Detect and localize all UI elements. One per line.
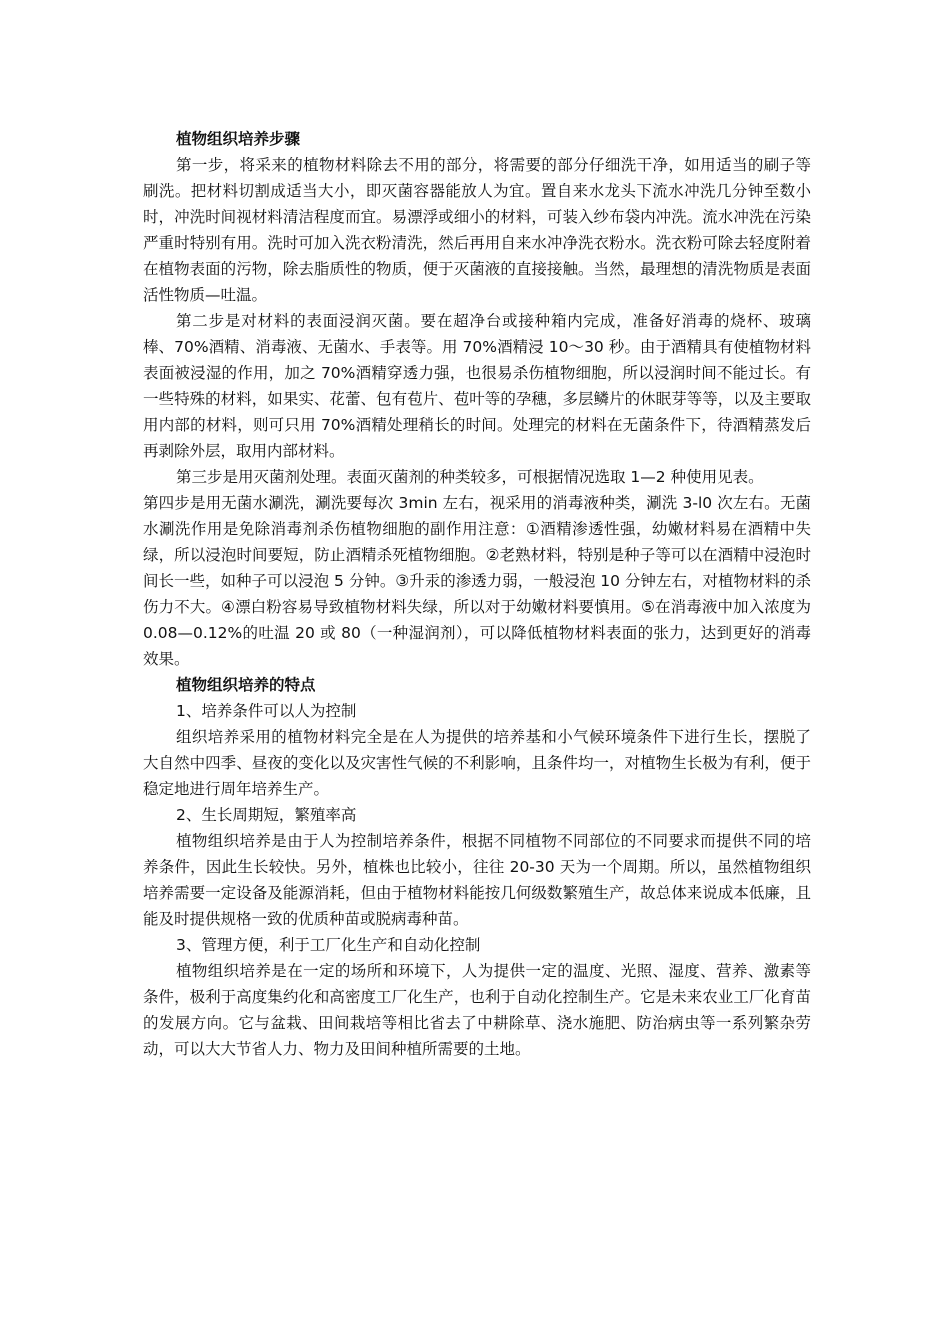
feature-2-body: 植物组织培养是由于人为控制培养条件，根据不同植物不同部位的不同要求而提供不同的培养条件，因此生长较快。另外，植株也比较小，往往 20-30 天为一个周期。所以，虽然植物组织培养需要一定设备及能源消耗，但由于植物材料能按几何级数繁殖生产，故总体来说成本低廉，且能及时提供规格一致的优质种苗或脱病毒种苗。 [143,832,811,928]
section-title-steps: 植物组织培养步骤 [176,130,301,148]
document-body [143,126,811,1062]
paragraph-step-2: 第二步是对材料的表面浸润灭菌。要在超净台或接种箱内完成，准备好消毒的烧杯、玻璃棒、70%酒精、消毒液、无菌水、手表等。用 70%酒精浸 10～30 秒。由于酒精具有使植物材料表面被浸湿的作用，加之 70%酒精穿透力强，也很易杀伤植物细胞，所以浸润时间不能过长。有一些特殊的材料，如果实、花蕾、包有苞片、苞叶等的孕穗，多层鳞片的休眠芽等等，以及主要取用内部的材料，则可只用 70%酒精处理稍长的时间。处理完的材料在无菌条件下，待酒精蒸发后再剥除外层，取用内部材料。 [143,312,811,460]
feature-1-body: 组织培养采用的植物材料完全是在人为提供的培养基和小气候环境条件下进行生长，摆脱了大自然中四季、昼夜的变化以及灾害性气候的不利影响，且条件均一，对植物生长极为有利，便于稳定地进行周年培养生产。 [143,728,811,798]
section-title-features: 植物组织培养的特点 [176,676,316,694]
paragraph-step-3: 第三步是用灭菌剂处理。表面灭菌剂的种类较多，可根据情况选取 1—2 种使用见表。 [176,468,764,486]
feature-3-body: 植物组织培养是在一定的场所和环境下，人为提供一定的温度、光照、湿度、营养、激素等条件，极利于高度集约化和高密度工厂化生产，也利于自动化控制生产。它是未来农业工厂化育苗的发展方向。它与盆栽、田间栽培等相比省去了中耕除草、浇水施肥、防治病虫等一系列繁杂劳动，可以大大节省人力、物力及田间种植所需要的土地。 [143,962,811,1058]
feature-3-title: 3、管理方便，利于工厂化生产和自动化控制 [176,936,481,954]
feature-1-title: 1、培养条件可以人为控制 [176,702,357,720]
paragraph-step-4: 第四步是用无菌水涮洗，涮洗要每次 3min 左右，视采用的消毒液种类，涮洗 3-l0 次左右。无菌水涮洗作用是免除消毒剂杀伤植物细胞的副作用注意：①酒精渗透性强，幼嫩材料易在酒精中失绿，所以浸泡时间要短，防止酒精杀死植物细胞。②老熟材料，特别是种子等可以在酒精中浸泡时间长一些，如种子可以浸泡 5 分钟。③升汞的渗透力弱，一般浸泡 10 分钟左右，对植物材料的杀伤力不大。④漂白粉容易导致植物材料失绿，所以对于幼嫩材料要慎用。⑤在消毒液中加入浓度为 0.08—0.12%的吐温 20 或 80（一种湿润剂），可以降低植物材料表面的张力，达到更好的消毒效果。 [143,494,811,668]
paragraph-step-1: 第一步，将采来的植物材料除去不用的部分，将需要的部分仔细洗干净，如用适当的刷子等刷洗。把材料切割成适当大小，即灭菌容器能放人为宜。置自来水龙头下流水冲洗几分钟至数小时，冲洗时间视材料清洁程度而宜。易漂浮或细小的材料，可装入纱布袋内冲洗。流水冲洗在污染严重时特别有用。洗时可加入洗衣粉清洗，然后再用自来水冲净洗衣粉水。洗衣粉可除去轻度附着在植物表面的污物，除去脂质性的物质，便于灭菌液的直接接触。当然，最理想的清洗物质是表面活性物质—吐温。 [143,156,811,304]
feature-2-title: 2、生长周期短，繁殖率高 [176,806,357,824]
